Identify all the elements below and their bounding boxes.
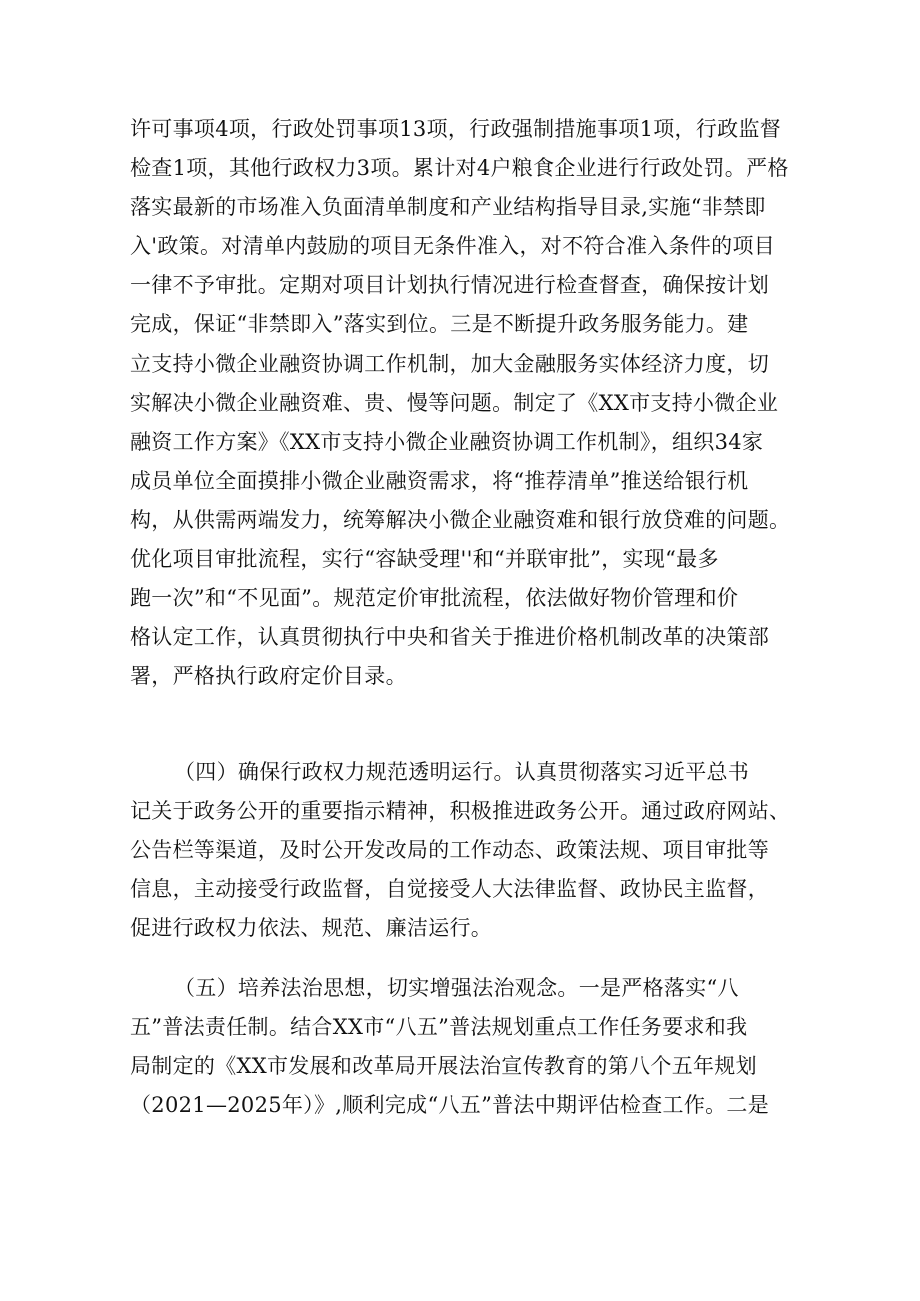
text-line: 优化项目审批流程，实行“容缺受理''和“并联审批”，实现“最多 (130, 547, 719, 572)
text-line: 融资工作方案》《XX市支持小微企业融资协调工作机制》，组织34家 (130, 429, 764, 454)
text-line: 入'政策。对清单内鼓励的项目无条件准入，对不符合准入条件的项目 (130, 234, 776, 259)
text-line: 公告栏等渠道，及时公开发改局的工作动态、政策法规、项目审批等 (130, 838, 769, 863)
text-line: 实解决小微企业融资难、贵、慢等问题。制定了《XX市支持小微企业 (130, 390, 779, 415)
text-line: 一律不予审批。定期对项目计划执行情况进行检查督查，确保按计划 (130, 273, 769, 298)
text-line: 许可事项4项，行政处罚事项13项，行政强制措施事项1项，行政监督 (130, 117, 782, 141)
paragraph-continued (130, 110, 795, 696)
text-line: 局制定的《XX市发展和改革局开展法治宣传教育的第八个五年规划 (130, 1054, 757, 1079)
text-line: 构，从供需两端发力，统筹解决小微企业融资难和银行放贷难的问题。 (130, 507, 791, 532)
text-line: 落实最新的市场准入负面清单制度和产业结构指导目录,实施“非禁即 (130, 195, 766, 220)
text-line: 立支持小微企业融资协调工作机制，加大金融服务实体经济力度，切 (130, 351, 769, 376)
paragraph-section-five (130, 969, 795, 1125)
text-line: 格认定工作，认真贯彻执行中央和省关于推进价格机制改革的决策部 (130, 625, 769, 650)
text-line: 促进行政权力依法、规范、廉洁运行。 (130, 916, 493, 941)
text-line: 信息，主动接受行政监督，自觉接受人大法律监督、政协民主监督， (130, 877, 769, 902)
text-line: 跑一次”和“不见面”。规范定价审批流程，依法做好物价管理和价 (130, 586, 739, 611)
text-line: 检查1项，其他行政权力3项。累计对4户粮食企业进行行政处罚。严格 (130, 156, 789, 181)
text-line: （四）确保行政权力规范透明运行。认真贯彻落实习近平总书 (174, 760, 750, 784)
text-line: 署，严格执行政府定价目录。 (130, 664, 407, 689)
text-line: 成员单位全面摸排小微企业融资需求，将“推荐清单”推送给银行机 (130, 468, 749, 493)
text-line: （2021—2025年）》,顺利完成“八五”普法中期评估检查工作。二是 (130, 1093, 770, 1118)
text-line: 记关于政务公开的重要指示精神，积极推进政务公开。通过政府网站、 (130, 799, 791, 824)
text-line: （五）培养法治思想，切实增强法治观念。一是严格落实“八 (174, 976, 739, 1000)
text-line: 五”普法责任制。结合XX市“八五”普法规划重点工作任务要求和我 (130, 1015, 748, 1040)
text-line: 完成，保证“非禁即入”落实到位。三是不断提升政务服务能力。建 (130, 312, 749, 337)
paragraph-section-four (130, 753, 795, 948)
